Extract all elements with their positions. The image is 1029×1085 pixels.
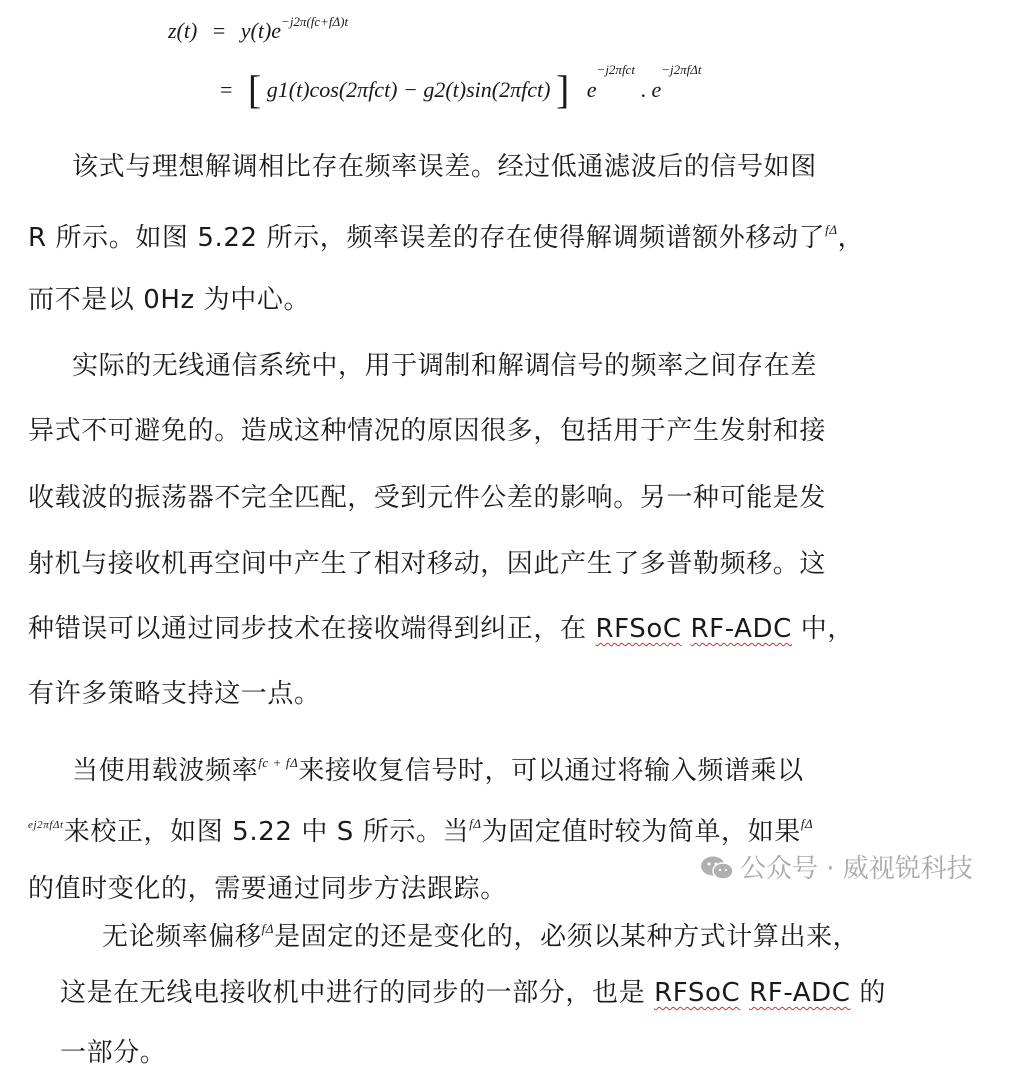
term-rfsoc-2: RFSoC [654, 978, 741, 1008]
eq-equals-2: = [220, 77, 233, 102]
eq-equals-1: = [212, 18, 226, 43]
p4-line-1-text: 无论频率偏移 [102, 922, 262, 952]
eq-dot: . [640, 77, 646, 102]
right-bracket: ] [555, 67, 570, 112]
eq-exp2: −j2πfΔt [661, 62, 702, 77]
eq-lhs: z(t) [168, 18, 198, 43]
eq-bracket-content: g1(t)cos(2πfct) − g2(t)sin(2πfct) [266, 77, 551, 102]
wechat-icon [700, 855, 734, 881]
p2-line-3: 收载波的振荡器不完全匹配，受到元件公差的影响。另一种可能是发 [28, 483, 827, 513]
equation-line-2 [220, 62, 702, 113]
p1-line-2-tail: ， [837, 223, 865, 253]
p3-line-2-text: 来校正，如图 5.22 中 S 所示。当 [63, 817, 470, 847]
p2-line-2: 异式不可避免的。造成这种情况的原因很多，包括用于产生发射和接 [28, 416, 827, 446]
watermark [700, 848, 973, 885]
p4-line-3: 一部分。 [60, 1038, 167, 1068]
f-delta-symbol-3: fΔ [800, 816, 814, 831]
p2-line-5-text: 种错误可以通过同步技术在接收端得到纠正，在 [28, 614, 596, 644]
equation-line-1 [168, 14, 349, 44]
p1-line-2-text: R 所示。如图 5.22 所示，频率误差的存在使得解调频谱额外移动了 [28, 223, 826, 253]
p3-line-2-mid: 为固定值时较为简单，如果 [481, 817, 801, 847]
watermark-text: 公众号 · 威视锐科技 [740, 854, 973, 884]
p4-line-1-tail: 是固定的还是变化的，必须以某种方式计算出来， [274, 922, 860, 952]
f-delta-symbol-4: fΔ [261, 921, 275, 936]
p1-line-3: 而不是以 0Hz 为中心。 [28, 285, 311, 315]
f-delta-symbol: fΔ [825, 222, 838, 237]
p3-line-2 [28, 811, 813, 848]
p2-line-5-tail: 中， [791, 614, 854, 644]
p4-line-2 [60, 972, 886, 1009]
p3-line-1-tail: 来接收复信号时，可以通过将输入频谱乘以 [298, 756, 804, 786]
p4-line-2-text: 这是在无线电接收机中进行的同步的一部分，也是 [60, 978, 655, 1008]
p3-line-3: 的值时变化的，需要通过同步方法跟踪。 [28, 874, 507, 904]
eq-e2: e [651, 77, 662, 102]
p2-line-1: 实际的无线通信系统中，用于调制和解调信号的频率之间存在差 [72, 351, 817, 381]
exp-correction-symbol: ej2πfΔt [28, 819, 64, 831]
p3-line-1 [72, 750, 804, 787]
p2-line-6: 有许多策略支持这一点。 [28, 679, 321, 709]
eq-rhs-exp: −j2π(fc+fΔ)t [281, 14, 349, 29]
eq-rhs-base: y(t)e [240, 18, 282, 43]
term-rf-adc-2: RF-ADC [749, 978, 851, 1008]
p4-line-1 [102, 916, 859, 953]
p3-line-1-text: 当使用载波频率 [72, 756, 259, 786]
p2-line-4: 射机与接收机再空间中产生了相对移动，因此产生了多普勒频移。这 [28, 549, 827, 579]
eq-e1: e [586, 77, 597, 102]
p2-line-5 [28, 608, 854, 645]
left-bracket: [ [247, 67, 262, 112]
p4-line-2-tail: 的 [850, 978, 886, 1008]
p1-line-1: 该式与理想解调相比存在频率误差。经过低通滤波后的信号如图 [72, 152, 817, 182]
term-rf-adc: RF-ADC [690, 614, 792, 644]
eq-exp1: −j2πfct [596, 62, 635, 77]
f-delta-symbol-2: fΔ [469, 816, 482, 831]
fc-plus-fdelta-symbol: fc + fΔ [258, 755, 299, 770]
p1-line-2 [28, 217, 864, 254]
term-rfsoc: RFSoC [595, 614, 682, 644]
